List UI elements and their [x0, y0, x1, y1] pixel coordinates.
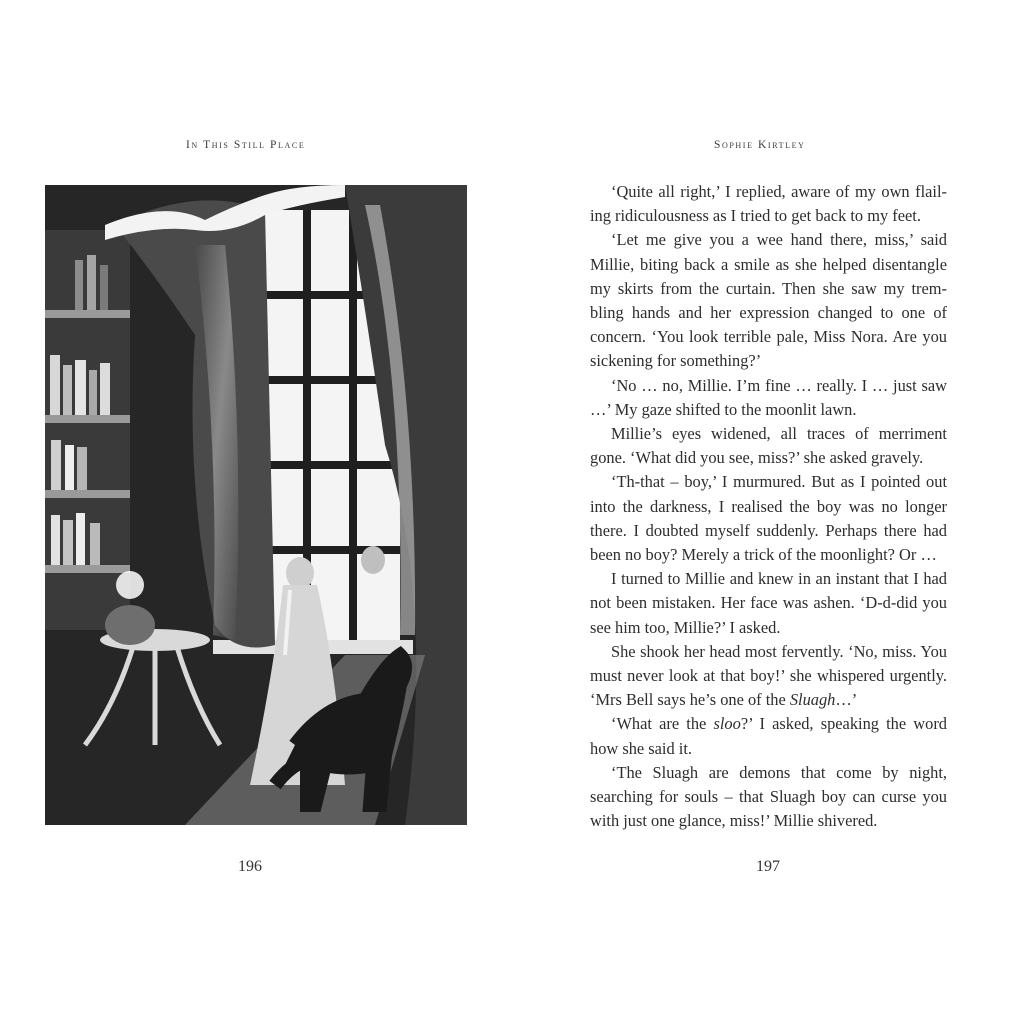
- running-head-left: In This Still Place: [186, 139, 306, 151]
- paragraph: ‘No … no, Millie. I’m fine … really. I … just saw …’ My gaze shifted to the moonlit lawn.: [590, 375, 947, 419]
- italic-word: Sluagh: [789, 690, 836, 710]
- paragraph: ‘Let me give you a wee hand there, miss,’ said Millie, biting back a smile as she helped disentangle my skirts from the curtain. Then she saw my trembling hands and her expression changed to one of concern. ‘You look terrible pale, Miss Nora. Are you sickening for something?’: [590, 230, 947, 371]
- text-run: ?’ I asked, speaking the word how she said it.: [590, 714, 947, 758]
- running-head-right: Sophie Kirtley: [714, 139, 806, 151]
- paragraph: ‘Quite all right,’ I replied, aware of my own flailing ridiculousness as I tried to get back to my feet.: [590, 182, 947, 226]
- boy-face: [361, 546, 385, 574]
- paragraph: ‘The Sluagh are demons that come by night, searching for souls – that Sluagh boy can curse you with just one glance, miss!’ Millie shivered.: [590, 762, 947, 831]
- paragraph: ‘Th-that – boy,’ I murmured. But as I pointed out into the darkness, I realised the boy was no longer there. I doubted myself suddenly. Perhaps there had been no boy? Merely a trick of the moonlight? Or …: [590, 472, 947, 565]
- body-text: [590, 180, 947, 833]
- paragraph: [590, 640, 947, 713]
- illustration: [45, 185, 467, 825]
- bookshelf: [45, 230, 130, 630]
- page-number-right: 197: [756, 858, 780, 875]
- illustration-artwork: [45, 185, 467, 825]
- text-run: She shook her head most fervently. ‘No, miss. You must never look at that boy!’ she whispered urgently. ‘Mrs Bell says he’s one of the: [590, 641, 947, 710]
- text-run: …’: [835, 690, 858, 710]
- italic-word: sloo: [713, 714, 741, 734]
- paragraph: I turned to Millie and knew in an instant that I had not been mistaken. Her face was ashen. ‘D-d-did you see him too, Millie?’ I asked.: [590, 569, 947, 637]
- paragraph: [590, 712, 947, 760]
- page-number-left: 196: [238, 858, 262, 875]
- text-run: ‘What are the: [611, 714, 714, 734]
- paragraph: Millie’s eyes widened, all traces of merriment gone. ‘What did you see, miss?’ she asked gravely.: [590, 424, 947, 468]
